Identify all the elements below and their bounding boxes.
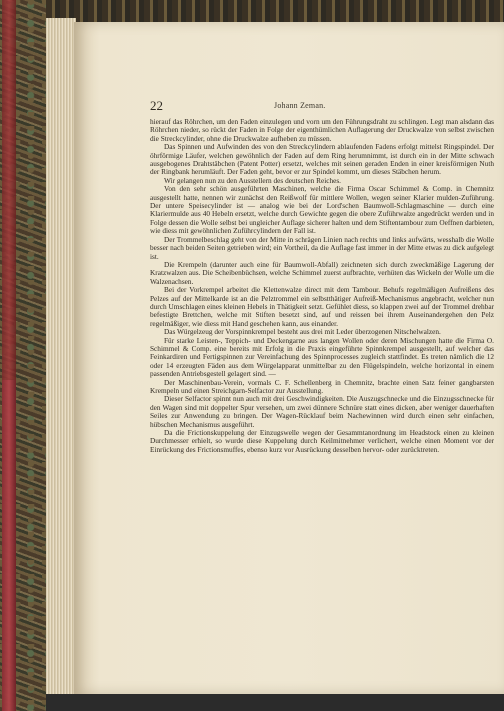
paragraph: Von den sehr schön ausgeführten Maschinen, welche die Firma Oscar Schimmel & Comp. in Chemnitz ausgestellt hatte, nennen wir zunächst den Reißwolf für mittlere Wollen, wegen seiner Klarier mulden-Zuführung. Der untere Speisecylinder ist — analog wie bei der Lord'schen Baumwoll-Schlagmaschine — durch eine Klariermulde aus 40 Hebeln ersetzt, welche durch Gewichte gegen die obere Zuführwalze angedrückt werden und in Folge dessen die Wolle selbst bei ungleicher Auflage sicherer halten und dem Stiftentambour zum Oeffnen darbieten, wie diess mit gewöhnlichen Zuführcylindern der Fall ist.: [150, 184, 494, 236]
page-number: 22: [150, 98, 163, 113]
paragraph: Bei der Vorkrempel arbeitet die Klettenwalze direct mit dem Tambour. Behufs regelmäßigen Aufreißens des Pelzes auf der Mittelkarde ist an die Pelztrommel ein selbstthätiger Aufreiß-Mechanismus angebracht, welcher nun durch Umschlagen eines kleinen Hebels in Thätigkeit setzt. Gefühlet diess, so klappen zwei auf der Trommel drehbar befestigte Brettchen, welche mit Stiften besetzt sind, auf und reissen bei ihrem Auseinandergehen den Pelz regelmäßiger, wie diess mit Hand geschehen kann, aus einander.: [150, 285, 494, 328]
paragraph: Dieser Selfactor spinnt nun auch mit drei Geschwindigkeiten. Die Auszugschnecke und die Einzugsschnecke für den Wagen sind mit doppelter Spur versehen, um zwei dünnere Schnüre statt eines dicken, aber weniger dauerhaften Seiles zur Anwendung zu bringen. Der Wagen-Rücklauf beim Nachewinnen wird durch einen sehr einfachen, hübschen Mechanismus ausgeführt.: [150, 394, 494, 429]
cover-spine-lower: [2, 380, 16, 711]
paragraph: Das Würgelzeug der Vorspinnkrempel besteht aus drei mit Leder überzogenen Nitschelwalzen.: [164, 327, 441, 337]
paragraph: Für starke Leisten-, Teppich- und Deckengarne aus langen Wollen oder deren Mischungen hatte die Firma O. Schimmel & Comp. eine bereits mit Erfolg in die Praxis eingeführte Spinnkrempel ausgestellt, auf welcher das Feinkardiren und Fertigspinnen zur Vereinfachung des Spinnprocesses zugleich stattfindet. Es treten nämlich die 12 oder 14 erzeugten Fäden aus dem Würgelapparat unmittelbar zu den Flügelspindeln, welche horizontal in einem passenden Antriebsgestell gelagert sind. —: [150, 335, 494, 379]
running-head: Johann Zeman.: [274, 101, 326, 110]
page-block-edges: [46, 18, 76, 694]
paragraph: Wir gelangen nun zu den Ausstellern des deutschen Reiches.: [164, 175, 342, 185]
paragraph: Die Krempeln (darunter auch eine für Baumwoll-Abfall) zeichneten sich durch zweckmäßige Lagerung der Kratzwalzen aus. Die Scheibenbüchsen, welche Schimmel zuerst aufbrachte, verhüten das Wickeln der Wolle um die Walzenachsen.: [150, 259, 494, 286]
bottom-edge-band: [46, 694, 504, 711]
paragraph: Der Trommelbeschlag geht von der Mitte in schrägen Linien nach rechts und links aufwärts, wesshalb die Wolle besser nach beiden Seiten getrieben wird; ein Vortheil, da die Auflage fast immer in der Mitte etwas zu dick aufgelegt ist.: [150, 234, 494, 261]
paragraph: Das Spinnen und Aufwinden des von den Streckcylindern ablaufenden Fadens erfolgt mittelst Ringspindel. Der öhrförmige Läufer, welchen gewöhnlich der Faden auf dem Ring herumnimmt, ist durch ein in der Mitte schwach ausgebogenes Drahtstäbchen (Patent Potter) ersetzt, welches mit seinen geraden Enden in einer kreisförmigen Nuth der Ringbank herumläuft. Der Faden geht, bevor er zur Spindel kommt, um dieses Stäbchen herum.: [150, 142, 494, 177]
page-header: [150, 98, 490, 112]
paragraph: Der Maschinenbau-Verein, vormals C. F. Schellenberg in Chemnitz, brachte einen Satz feiner gangbarsten Krempeln und einen Streichgarn-Selfactor zur Ausstellung.: [150, 377, 494, 395]
body-text: [150, 118, 494, 454]
paragraph: Da die Frictionskuppelung der Einzugswelle wegen der Gesammtanordnung im Headstock einen zu kleinen Durchmesser erhielt, so wurde diese Kuppelung durch Keilmitnehmer verlichert, welche einen Moment vor der Einrückung des Frictionsmuffes, ebenso kurz vor Ausrückung desselben hervor- oder zurücktreten.: [150, 428, 494, 454]
paragraph: hierauf das Röhrchen, um den Faden einzulegen und vorn um den Führungsdraht zu schlingen. Legt man alsdann das Röhrchen nieder, so rückt der Faden in Folge der eigenthümlichen Auflagerung der Druckwalze von selbst zwischen die Streckcylinder, ohne die Druckwalze aufheben zu müssen.: [150, 117, 494, 143]
